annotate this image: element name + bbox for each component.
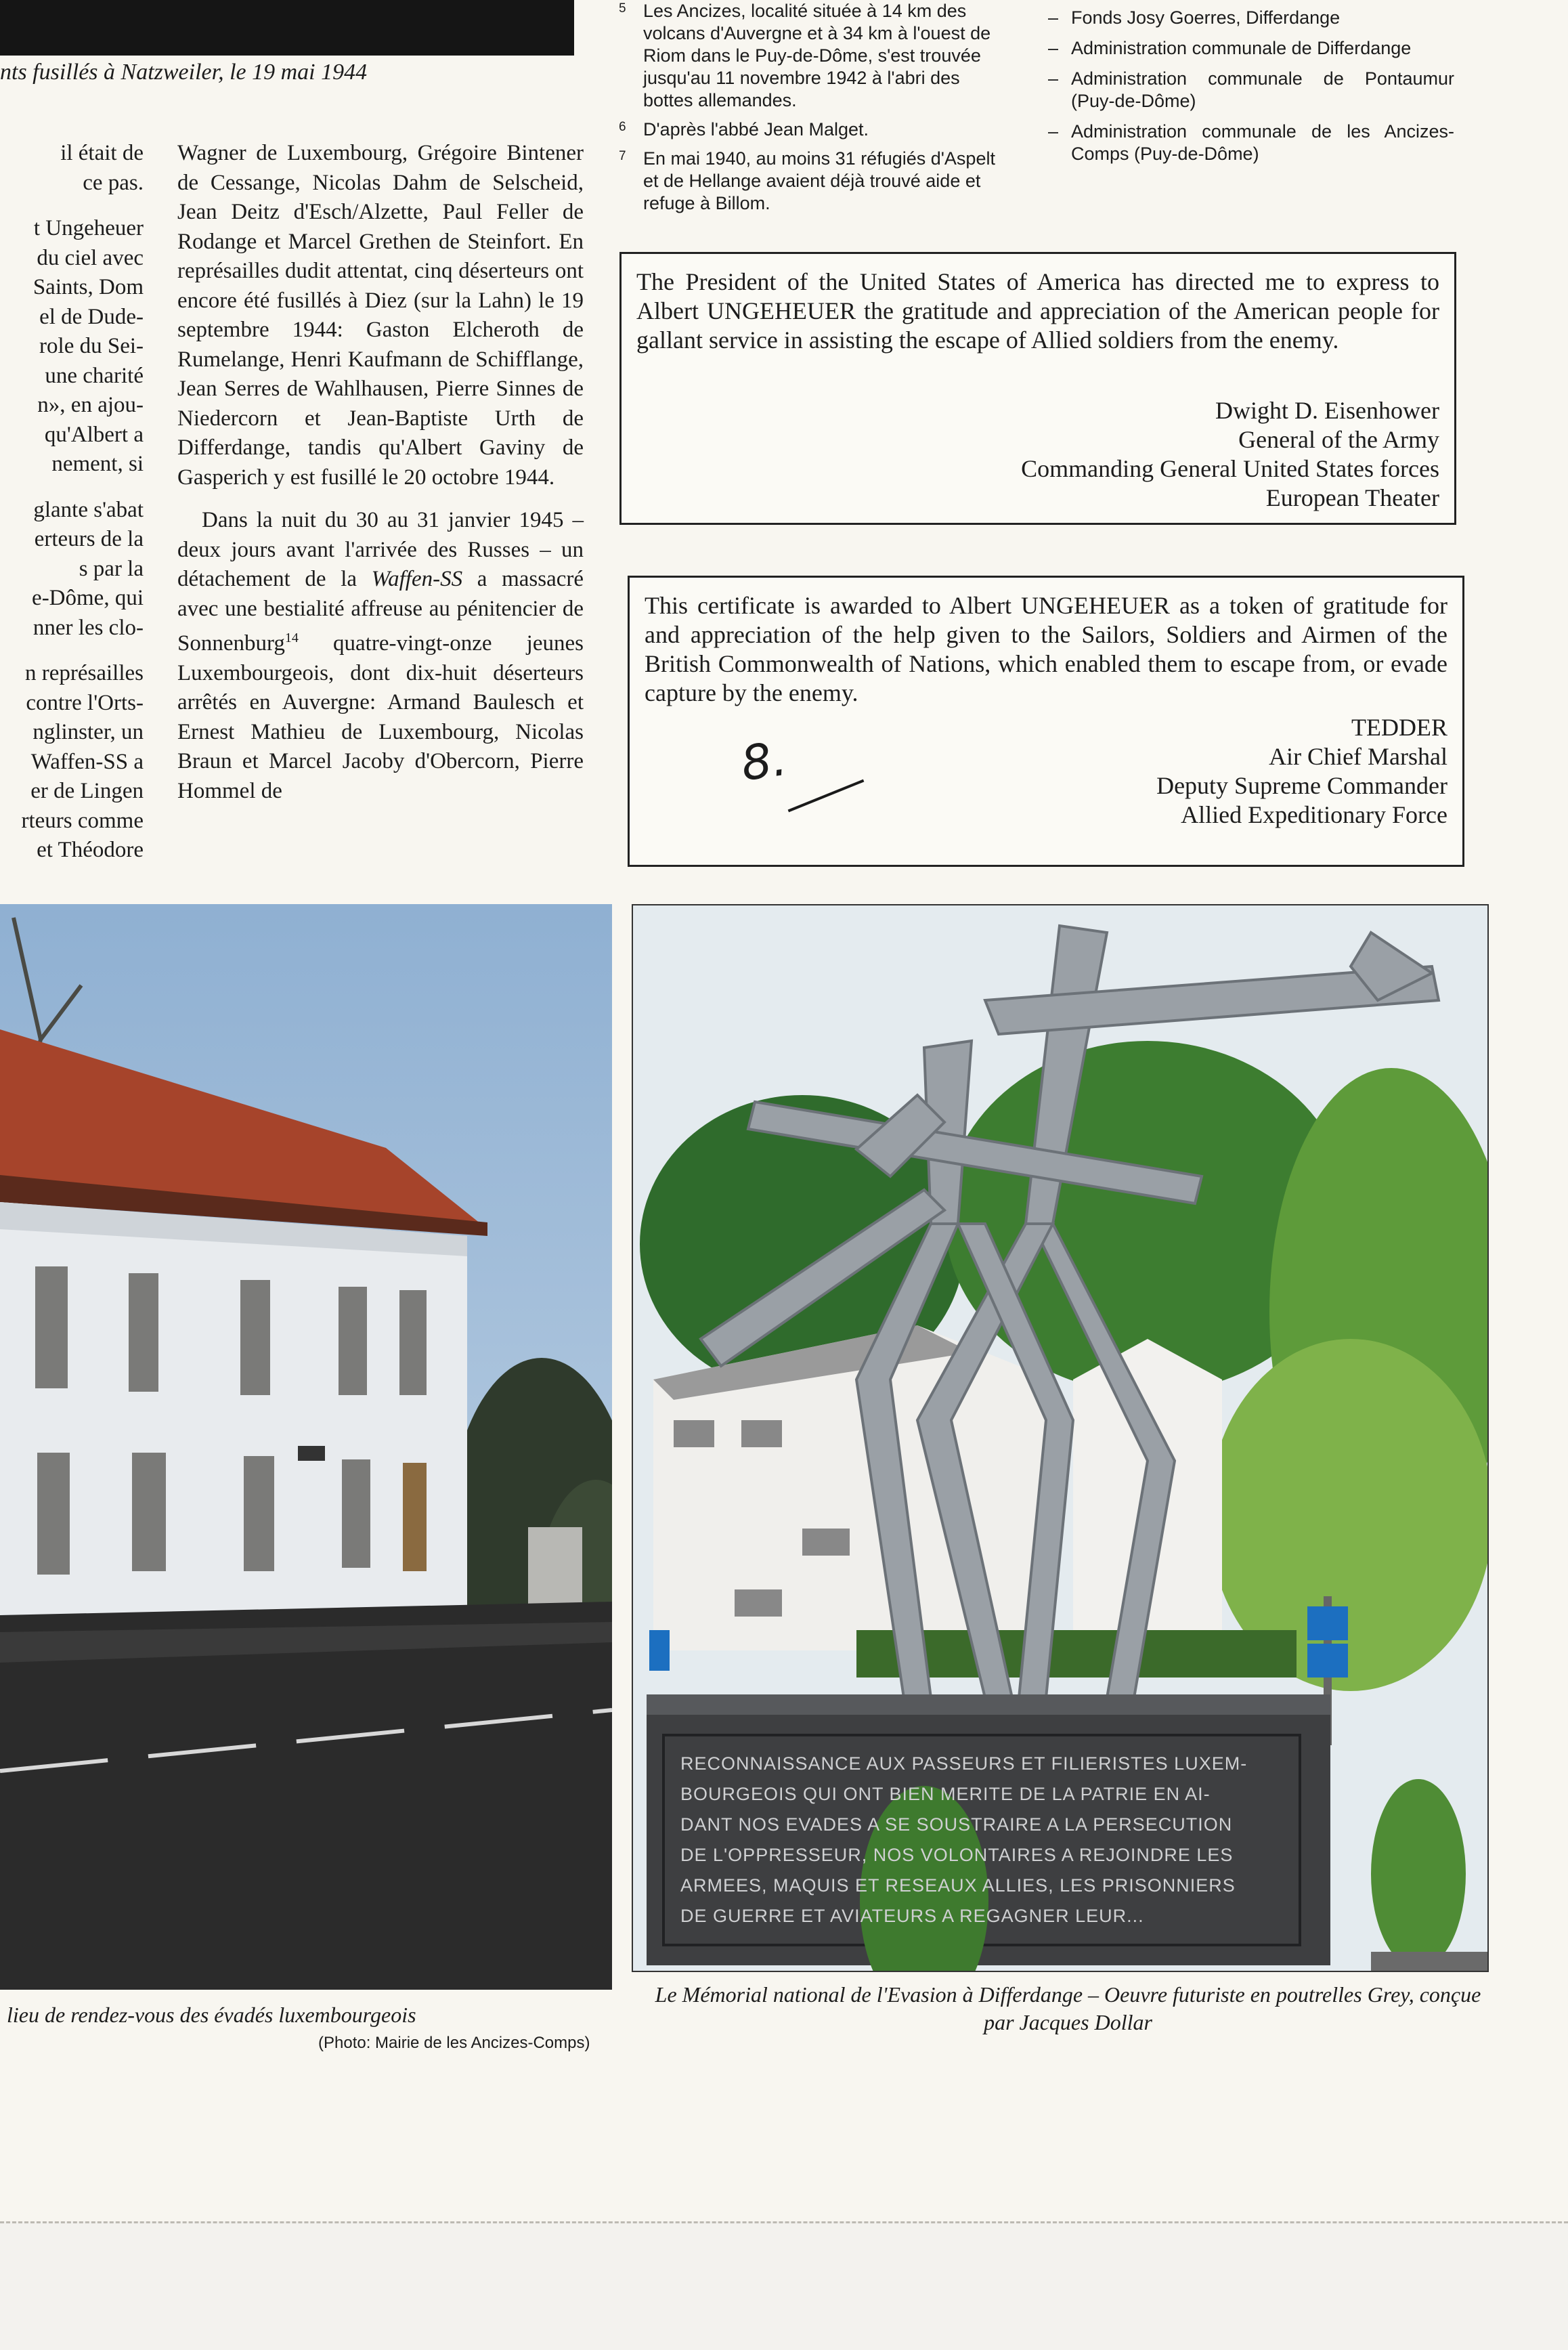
left-photo-caption: lieu de rendez-vous des évadés luxembourgeois [7,2003,416,2027]
middle-paragraph-1: Wagner de Luxembourg, Grégoire Bintener de Cessange, Nicolas Dahm de Selscheid, Jean Deitz d'Esch/Alzette, Paul Feller de Rodange et Marcel Grethen de Steinfort. En représailles dudit attentat, cinq déserteurs ont encore été fusillés à Diez (sur la Lahn) le 19 septembre 1944: Gaston Elcheroth de Rumelange, Henri Kaufmann de Schifflange, Jean Serres de Wahlhausen, Pierre Sinnes de Niedercorn et Jean-Baptiste Urth de Differdange, tandis qu'Albert Gaviny de Gasperich y est fusillé le 20 octobre 1944. [177,141,584,490]
footnote: 5 Les Ancizes, localité située à 14 km des volcans d'Auvergne et à 34 km à l'ouest de Riom dans le Puy-de-Dôme, s'est trouvée jusqu'au 11 novembre 1942 à l'abri des bottes allemandes. [619,1,991,110]
photo-credit: (Photo: Mairie de les Ancizes-Comps) [318,2034,590,2052]
left-paragraph: glante s'abat erteurs de la s par la e-Dôme, qui nner les clo- [32,497,144,640]
eisenhower-certificate [619,252,1456,525]
sources-list [1048,7,1454,173]
left-paragraph: il était de ce pas. [60,141,144,195]
source-item: – Administration communale de Pontaumur (Puy-de-Dôme) [1048,68,1454,111]
page-fold-area [0,2221,1568,2350]
left-paragraph: t Ungeheuer du ciel avec Saints, Dom el de Dude- role du Sei- une charité n», en ajou- qu'Albert a nement, si [32,216,144,476]
certificate-text: The President of the United States of America has directed me to express to Albert UNGEHEUER the gratitude and appreciation of the American people for gallant service in assisting the escape of Allied soldiers from the enemy. [636,268,1439,354]
memorial-photo [632,904,1489,1972]
memorial-inscription: RECONNAISSANCE AUX PASSEURS ET FILIERISTES LUXEM- BOURGEOIS QUI ONT BIEN MERITE DE LA PATRIE EN AI- DANT NOS EVADES A SE SOUSTRAIRE A LA PERSECUTION DE L'OPPRESSEUR, NOS VOLONTAIRES A REJOINDRE LES ARMEES, MAQUIS ET RESEAUX ALLIES, LES PRISONNIERS DE GUERRE ET AVIATEURS A REGAGNER LEUR... [680,1753,1248,1926]
left-column [0,139,144,882]
footnotes [616,0,1012,221]
handwritten-stroke [788,779,865,813]
middle-column [177,139,584,811]
footnote: 7 En mai 1940, au moins 31 réfugiés d'Aspelt et de Hellange avaient déjà trouvé aide et refuge à Billom. [619,148,995,213]
footnote: 6 D'après l'abbé Jean Malget. [619,119,869,140]
certificate-signature: TEDDER Air Chief Marshal Deputy Supreme Commander Allied Expeditionary Force [1156,714,1447,828]
certificate-text: This certificate is awarded to Albert UNGEHEUER as a token of gratitude for and appreciation of the help given to the Sailors, Soldiers and Airmen of the British Commonwealth of Nations, which enabled them to escape from, or evade capture by the enemy. [645,592,1447,706]
middle-paragraph-2: Dans la nuit du 30 au 31 janvier 1945 – deux jours avant l'arrivée des Russes – un détachement de la Waffen-SS a massacré avec une bestialité affreuse au pénitencier de Sonnenburg$^{14}$ quatre-vingt-onze jeunes Luxembourgeois, dont dix-huit déserteurs arrêtés en Auvergne: Armand Baulesch et Ernest Mathieu de Luxembourg, Nicolas Braun et Marcel Jacoby d'Obercorn, Pierre Hommel de [177,508,584,803]
source-item: – Administration communale de les Ancizes-Comps (Puy-de-Dôme) [1048,121,1454,164]
source-item: – Administration communale de Differdange [1048,38,1412,58]
handwritten-number: 8. [737,730,791,792]
header-black-bar [0,0,574,56]
source-item: – Fonds Josy Goerres, Differdange [1048,7,1341,28]
right-photo-caption: Le Mémorial national de l'Evasion à Differdange – Oeuvre futuriste en poutrelles Grey, conçue par Jacques Dollar [655,1982,1481,2034]
building-photo [0,904,612,1990]
left-paragraph: n représailles contre l'Orts- nglinster, un Waffen-SS a er de Lingen rteurs comme et Théodore [21,661,144,862]
top-caption: nts fusillés à Natzweiler, le 19 mai 1944 [0,60,368,85]
tedder-certificate [628,576,1464,867]
certificate-signature: Dwight D. Eisenhower General of the Army Commanding General United States forces European Theater [1021,397,1439,511]
